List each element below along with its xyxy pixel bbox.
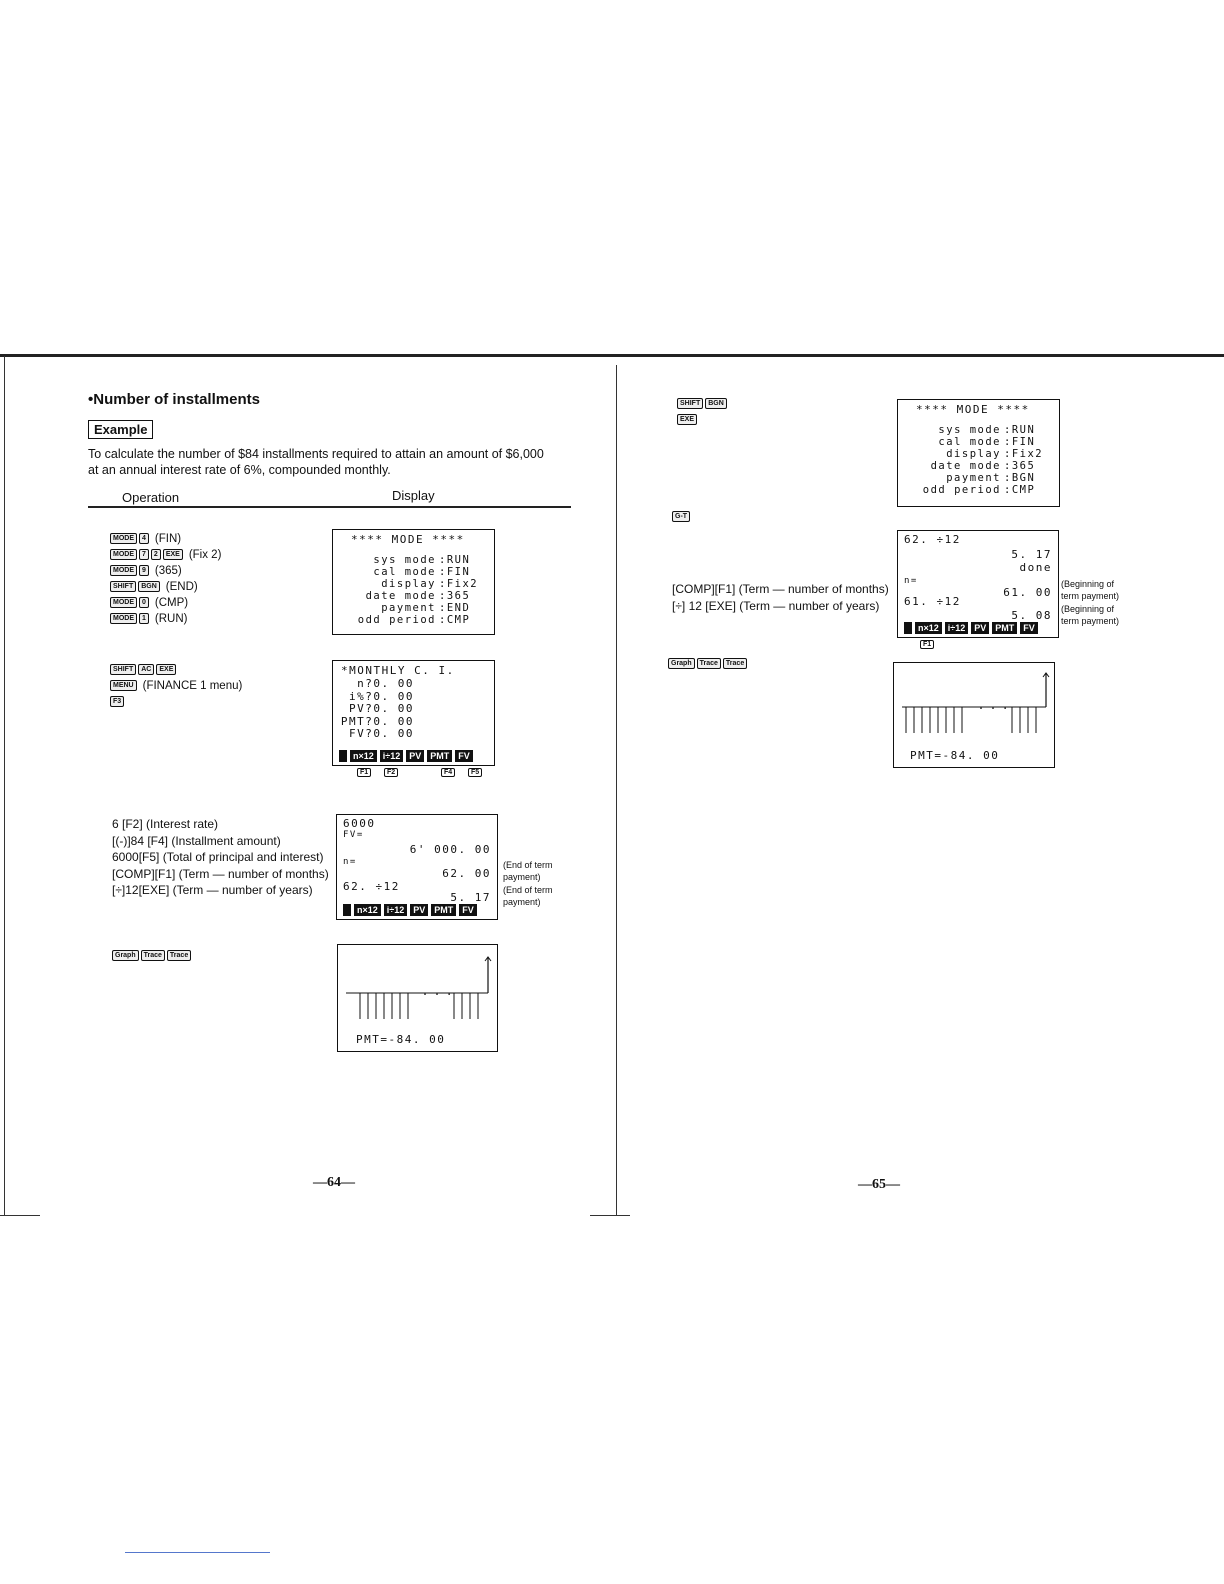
menu-label: n×12 [350,750,377,762]
intro-line-1: To calculate the number of $84 installments required to attain an amount of $6,000 [88,447,544,461]
menu-marker [904,622,912,634]
calc-key[interactable]: MODE [110,613,137,624]
mode-row-label: cal mode [373,566,436,578]
left-edge [4,356,5,1216]
input-op-line: [÷]12[EXE] (Term — number of years) [112,883,313,897]
menu-label: PMT [431,904,456,916]
calc-line-7: 5. 17 [450,891,491,904]
example-label: Example [88,420,153,439]
calc-key[interactable]: AC [138,664,154,675]
menu-label: PMT [427,750,452,762]
mode-row-value: :FIN [439,566,471,578]
note-r1a: (Beginning of [1061,579,1115,589]
svg-text:. . .: . . . [978,701,1009,712]
mode-screen-left [332,529,495,635]
graph-pmt-text: PMT=-84. 00 [356,1033,446,1046]
calc-key[interactable]: 7 [139,549,149,560]
mode-row-value: :BGN [1004,472,1036,484]
calc-key[interactable]: MODE [110,597,137,608]
monthly-line: FV?0. 00 [349,727,414,740]
mode-row-value: :CMP [1004,484,1036,496]
calc-line-7: 5. 08 [1011,609,1052,622]
mode-screen-title: **** MODE **** [351,533,465,546]
calc-line-5: 62. 00 [442,867,491,880]
bottom-edge [0,1215,40,1216]
shift-key[interactable]: SHIFT [677,398,703,409]
op-description: (CMP) [154,597,189,609]
mode-row-value: :CMP [439,614,471,626]
calc-key[interactable]: BGN [138,581,160,592]
setup-op-line [110,611,187,627]
calc-key[interactable]: EXE [156,664,176,675]
mode-row-label: date mode [930,460,1001,472]
calc-key[interactable]: MODE [110,533,137,544]
mode-row-label: odd period [357,614,436,626]
calc-line-1: 6000 [343,817,376,830]
graph-key[interactable]: Graph [112,950,139,961]
mode-row-label: display [946,448,1001,460]
note-2b: payment) [503,897,541,907]
gt-key[interactable]: G-T [672,511,690,522]
input-op-line: [(-)]84 [F4] (Installment amount) [112,833,281,848]
page-footer-line [125,1552,270,1553]
graph-ops-left [112,948,193,964]
calc-line-6: 62. ÷12 [343,880,400,893]
function-key[interactable]: F2 [384,768,398,777]
note-r1b: term payment) [1061,591,1120,601]
note-r2b: term payment) [1061,616,1120,626]
calc-screen-right [897,530,1059,638]
calc-key[interactable]: MODE [110,549,137,560]
mode-row-value: :RUN [439,554,471,566]
monthly-screen [332,660,495,766]
setup-op-line [110,547,221,563]
mode-screen-title: **** MODE **** [916,403,1030,416]
col-display: Display [392,488,435,503]
menu-op-line [110,678,242,694]
mode-row-value: :END [439,602,471,614]
center-fold [616,365,617,1215]
calc-line-5: 61. 00 [1003,586,1052,599]
monthly-line: PMT?0. 00 [340,714,414,728]
trace-key[interactable]: Trace [167,950,191,961]
gt-key-line [672,509,692,525]
calc-line-6: 61. ÷12 [904,595,961,608]
input-op-line: 6000[F5] (Total of principal and interest) [112,850,324,864]
right-ops-top [677,396,729,412]
graph-pmt-text: PMT=-84. 00 [910,749,1000,762]
calc-screen-left [336,814,498,920]
input-op-line: [COMP][F1] (Term — number of months) [112,866,329,881]
mode-row-label: display [381,578,436,590]
menu-label: FV [1020,622,1038,634]
monthly-line: PV?0. 00 [349,702,414,715]
mode-row-value: :Fix2 [1004,448,1044,460]
menu-label: FV [455,750,473,762]
cash-flow-graph [338,945,497,1025]
function-key[interactable]: F4 [441,768,455,777]
menu-label: FV [459,904,477,916]
mode-row-label: date mode [365,590,436,602]
setup-op-line [110,563,182,579]
col-operation: Operation [122,490,180,505]
right-ops-top2 [677,412,699,428]
top-rule [0,354,1224,357]
op-description: (FIN) [154,533,182,545]
monthly-line: n?0. 00 [357,677,414,690]
exe-key[interactable]: EXE [677,414,697,425]
graph-screen-left [337,944,498,1052]
calc-line-4: n= [904,576,918,586]
table-rule [88,506,571,508]
op-description: (365) [154,565,182,577]
calc-line-1: 62. ÷12 [904,533,961,546]
calc-key[interactable]: SHIFT [110,581,136,592]
setup-op-line [110,579,198,595]
right-calc-op-line: [COMP][F1] (Term — number of months) [672,582,889,596]
bgn-key[interactable]: BGN [705,398,727,409]
mode-row-label: cal mode [938,436,1001,448]
function-menu-bar [339,750,473,762]
menu-op-line [110,694,126,710]
page-number-left: —64— [313,1175,355,1190]
calc-key[interactable]: SHIFT [110,664,136,675]
mode-row-value: :RUN [1004,424,1036,436]
function-key[interactable]: F1 [357,768,371,777]
mode-row-label: payment [946,472,1001,484]
menu-label: PV [971,622,989,634]
calc-line-2: 5. 17 [1011,548,1052,561]
input-op-line: 6 [F2] (Interest rate) [112,817,219,831]
menu-label: PV [410,904,428,916]
calc-key[interactable]: F3 [110,696,124,707]
menu-label: n×12 [915,622,942,634]
mode-row-value: :Fix2 [439,578,479,590]
mode-row-value: :FIN [1004,436,1036,448]
trace-key[interactable]: Trace [697,658,721,669]
f1-key-right[interactable]: F1 [920,640,934,649]
right-calc-op-line: [÷] 12 [EXE] (Term — number of years) [672,599,880,613]
op-description: (FINANCE 1 menu) [142,680,243,692]
intro-line-2: at an annual interest rate of 6%, compounded monthly. [88,463,391,477]
mode-row-label: sys mode [373,554,436,566]
graph-key[interactable]: Graph [668,658,695,669]
op-description: (Fix 2) [188,549,222,561]
op-description: (END) [165,581,198,593]
mode-row-label: odd period [922,484,1001,496]
menu-label: n×12 [354,904,381,916]
calc-line-4: n= [343,857,357,867]
graph-ops-right [668,656,749,672]
menu-op-line [110,662,178,678]
bottom-fold-edge [590,1215,630,1216]
mode-row-value: :365 [1004,460,1036,472]
op-description: (RUN) [154,613,188,625]
calc-line-2: FV= [343,830,364,840]
note-2a: (End of term [503,885,553,895]
svg-text:. . .: . . . [422,987,453,998]
mode-screen-right [897,399,1060,507]
calc-line-3: 6' 000. 00 [409,843,491,856]
mode-row-value: :365 [439,590,471,602]
menu-label: i÷12 [384,904,407,916]
cash-flow-graph [894,663,1054,743]
calc-key[interactable]: 9 [139,565,149,576]
menu-marker [339,750,347,762]
menu-marker [343,904,351,916]
calc-key[interactable]: EXE [163,549,183,560]
mode-row-label: sys mode [938,424,1001,436]
trace-key[interactable]: Trace [723,658,747,669]
calc-key[interactable]: 1 [139,613,149,624]
calc-key[interactable]: 2 [151,549,161,560]
calc-key[interactable]: 4 [139,533,149,544]
setup-op-line [110,531,181,547]
section-title: •Number of installments [88,391,260,408]
monthly-title: *MONTHLY C. I. [341,664,455,677]
trace-key[interactable]: Trace [141,950,165,961]
setup-op-line [110,595,188,611]
function-key[interactable]: F5 [468,768,482,777]
function-menu-bar [904,622,1038,634]
menu-label: i÷12 [945,622,968,634]
menu-label: PV [406,750,424,762]
menu-label: i÷12 [380,750,403,762]
calc-key[interactable]: MENU [110,680,137,691]
calc-line-3: done [1019,561,1052,574]
menu-label: PMT [992,622,1017,634]
calc-key[interactable]: 0 [139,597,149,608]
graph-screen-right [893,662,1055,768]
note-1a: (End of term [503,860,553,870]
monthly-line: i%?0. 00 [349,689,414,703]
mode-row-label: payment [381,602,436,614]
function-menu-bar [343,904,477,916]
note-1b: payment) [503,872,541,882]
calc-key[interactable]: MODE [110,565,137,576]
page-number-right: —65— [858,1177,900,1192]
note-r2a: (Beginning of [1061,604,1115,614]
